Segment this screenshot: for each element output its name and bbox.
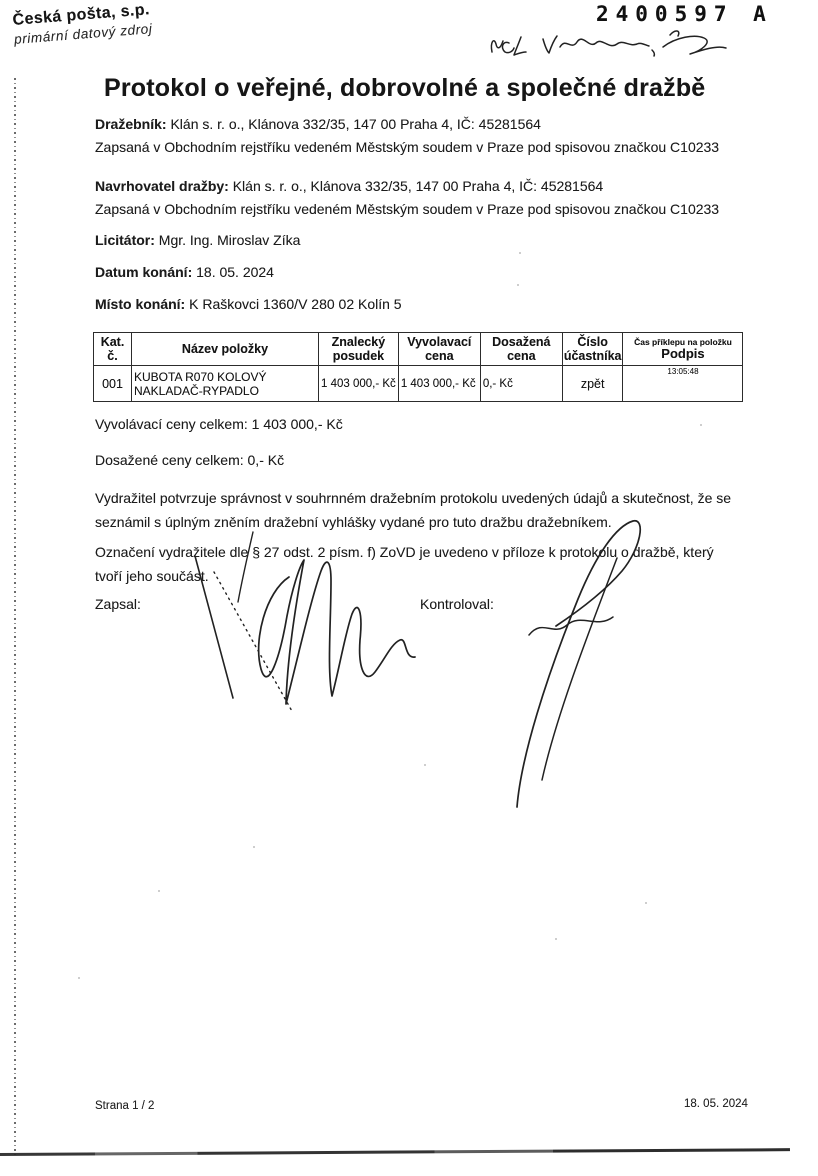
kontroloval-signature [517, 521, 640, 807]
col-header-nazev: Název položky [132, 333, 319, 366]
stamped-document-number: 2400597 A [596, 2, 773, 26]
col-header-podpis-label: Podpis [661, 345, 705, 361]
total-dosazene: Dosažené ceny celkem: 0,- Kč [95, 452, 285, 468]
table-row [94, 366, 743, 402]
stamp-org-name: Česká pošta, s.p. [12, 1, 151, 29]
scan-speck [158, 890, 160, 892]
paragraph-confirmation: Vydražitel potvrzuje správnost v souhrnném dražebním protokolu uvedených údajů a skutečnost, že se seznámil s úplným zněním dražební vyhlášky vydané pro tuto dražbu dražebníkem. [95, 490, 732, 530]
scan-speck [555, 938, 557, 940]
handwritten-note [485, 25, 730, 65]
scan-speck [645, 902, 647, 904]
cell-ucastnik: zpět [562, 366, 623, 402]
field-datum-konani [95, 261, 740, 284]
auction-items-table [93, 332, 743, 402]
scan-speck [700, 424, 702, 426]
cell-nazev: KUBOTA R070 KOLOVÝ NAKLADAČ-RYPADLO [132, 366, 319, 402]
kontroloval-label: Kontroloval: [420, 596, 494, 612]
zapsal-label: Zapsal: [95, 596, 141, 612]
scan-artifact-bottom-edge [0, 1148, 790, 1156]
field-value: Klán s. r. o., Klánova 332/35, 147 00 Praha 4, IČ: 45281564 [170, 116, 541, 132]
field-label: Dražebník: [95, 116, 167, 132]
field-label: Licitátor: [95, 232, 155, 248]
zapsal-signature [195, 532, 415, 713]
col-header-cas-priklepu: Čas příklepu na položku [634, 336, 732, 347]
field-licitator [95, 229, 740, 252]
document-title: Protokol o veřejné, dobrovolné a společné dražbě [104, 74, 706, 102]
cell-cas-priklepu: 13:05:48 [623, 366, 743, 402]
field-label: Místo konání: [95, 296, 186, 312]
field-navrhovatel [95, 175, 740, 221]
col-header-znalecky: Znalecký posudek [319, 333, 399, 366]
cell-dosazena: 0,- Kč [480, 366, 562, 402]
field-value: 18. 05. 2024 [196, 264, 274, 280]
field-registry-line: Zapsaná v Obchodním rejstříku vedeném Městským soudem v Praze pod spisovou značkou C10233 [95, 139, 720, 155]
cell-znalecky: 1 403 000,- Kč [319, 366, 399, 402]
footer-date: 18. 05. 2024 [684, 1098, 748, 1110]
stamp-subtitle: primární datový zdroj [13, 21, 153, 47]
col-header-ucastnik: Číslo účastníka [562, 333, 623, 366]
total-vyvolavaci: Vyvolávací ceny celkem: 1 403 000,- Kč [95, 416, 343, 432]
scan-speck [519, 252, 521, 254]
field-registry-line: Zapsaná v Obchodním rejstříku vedeném Městským soudem v Praze pod spisovou značkou C10233 [95, 201, 720, 217]
scan-speck [253, 846, 255, 848]
field-value: Mgr. Ing. Miroslav Zíka [158, 232, 301, 248]
field-label: Datum konání: [95, 264, 193, 280]
ceska-posta-stamp [12, 1, 153, 47]
field-label: Navrhovatel dražby: [95, 178, 229, 194]
field-value: Klán s. r. o., Klánova 332/35, 147 00 Praha 4, IČ: 45281564 [232, 178, 604, 194]
field-drazebnik [95, 113, 740, 159]
scan-speck [78, 977, 80, 979]
col-header-kat: Kat. č. [94, 333, 132, 366]
paragraph-oznaceni: Označení vydražitele dle § 27 odst. 2 písm. f) ZoVD je uvedeno v příloze k protokolu o dražbě, který tvoří jeho součást. [95, 544, 714, 584]
col-header-podpis [623, 333, 743, 366]
signatures [140, 515, 660, 825]
cell-kat: 001 [94, 366, 132, 402]
col-header-vyvolavaci: Vyvolavací cena [398, 333, 480, 366]
cell-vyvolavaci: 1 403 000,- Kč [398, 366, 480, 402]
field-value: K Raškovci 1360/V 280 02 Kolín 5 [189, 296, 402, 312]
scan-speck [517, 284, 519, 286]
field-misto-konani [95, 293, 740, 316]
col-header-dosazena: Dosažená cena [480, 333, 562, 366]
scan-artifact-left-edge [14, 78, 16, 1156]
table-header-row [94, 333, 743, 366]
page-number: Strana 1 / 2 [95, 1100, 155, 1112]
